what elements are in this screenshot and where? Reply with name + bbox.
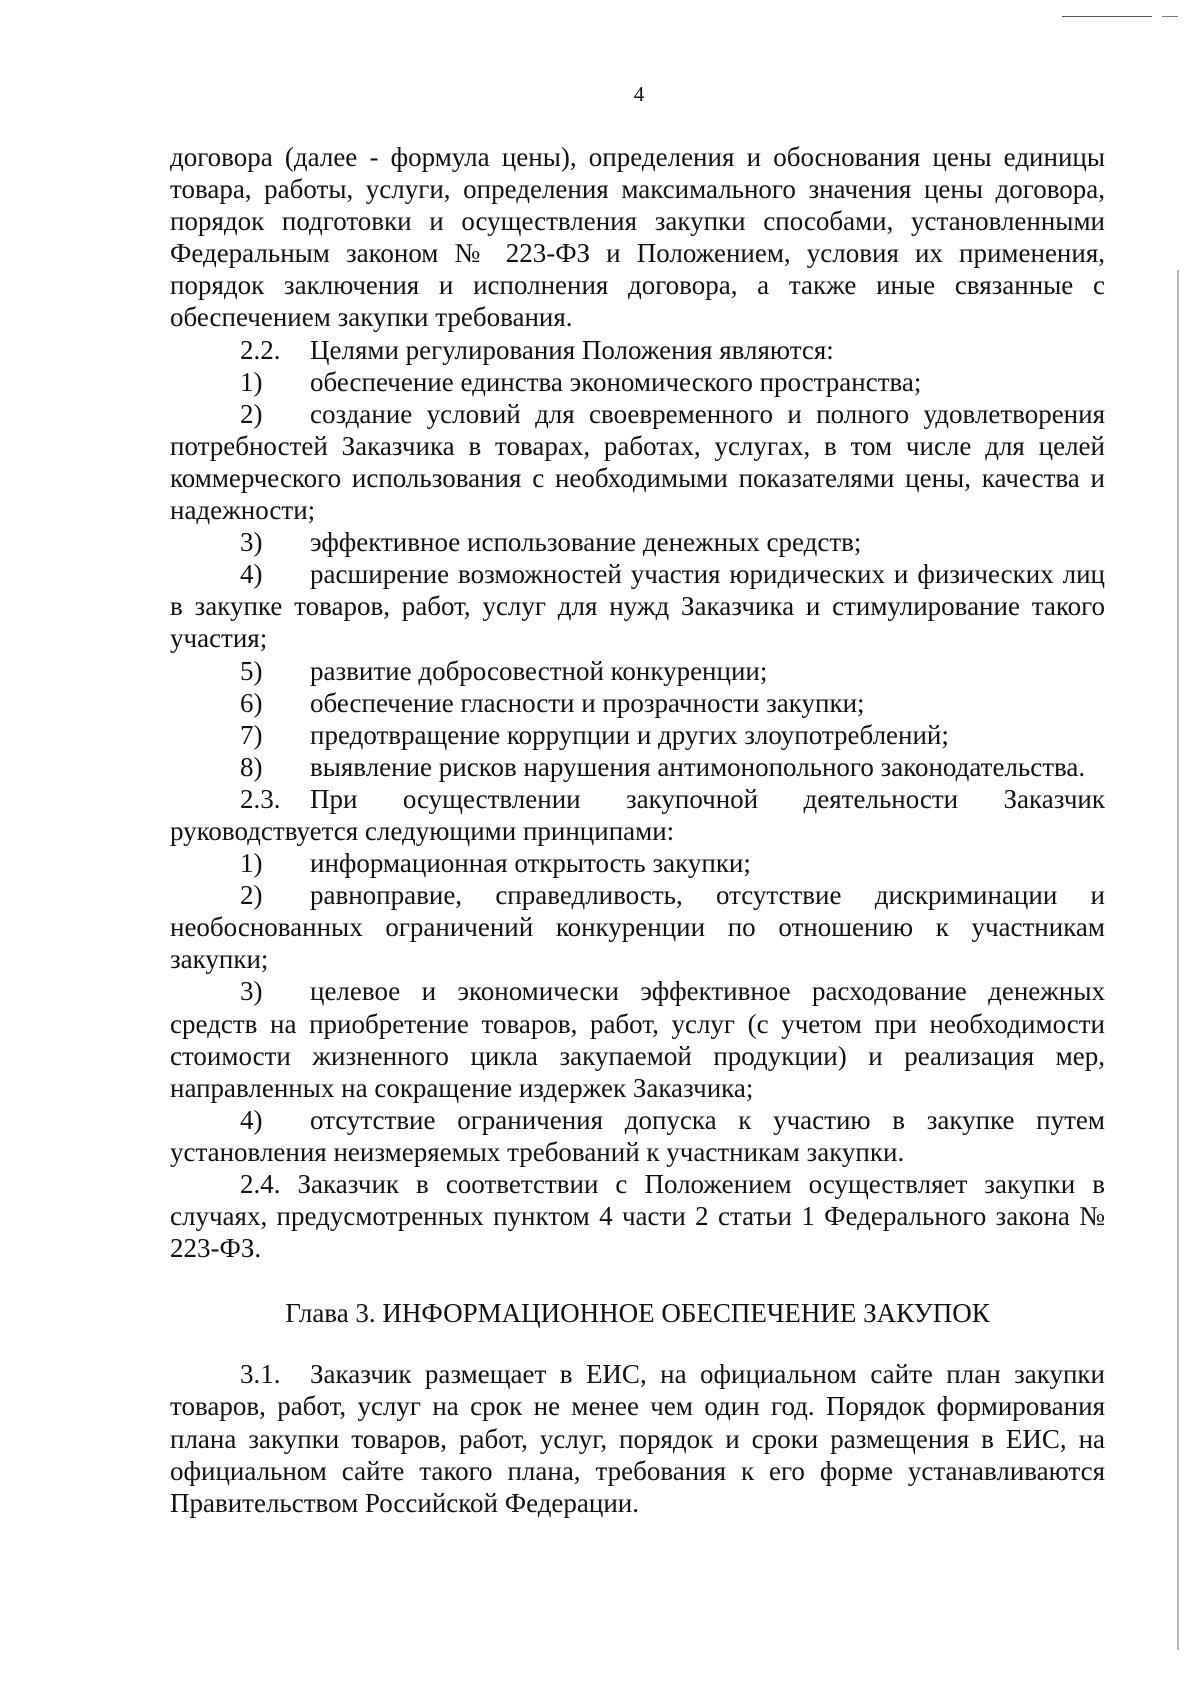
paragraph-number: 4) <box>240 559 263 590</box>
paragraph-number: 6) <box>240 687 263 718</box>
numbered-paragraph <box>170 1358 1105 1518</box>
page-number: 4 <box>633 82 645 106</box>
numbered-paragraph <box>170 879 1105 975</box>
scan-edge <box>1177 270 1179 1650</box>
paragraph-text: равноправие, справедливость, отсутствие дискриминации и необоснованных ограничений конкуренции по отношению к участникам закупки; <box>170 880 1105 975</box>
numbered-paragraph <box>170 334 1105 366</box>
paragraph-number: 8) <box>240 751 263 782</box>
paragraph-number: 1) <box>240 366 263 397</box>
numbered-paragraph <box>170 975 1105 1103</box>
paragraph-text: целевое и экономически эффективное расходование денежных средств на приобретение товаров, работ, услуг (с учетом при необходимости стоимости жизненного цикла закупаемой продукции) и реализация мер, направленных на сокращение издержек Заказчика; <box>170 976 1105 1103</box>
paragraph-continuation: договора (далее - формула цены), определения и обоснования цены единицы товара, работы, услуги, определения максимального значения цены договора, порядок подготовки и осуществления закупки способами, установленными Федеральным законом № 223-ФЗ и Положением, условия их применения, порядок заключения и исполнения договора, а также иные связанные с обеспечением закупки требования. <box>170 142 1105 333</box>
paragraph-text: Целями регулирования Положения являются: <box>310 334 834 365</box>
scan-artifact <box>1062 16 1152 17</box>
paragraph-text: предотвращение коррупции и других злоупотреблений; <box>310 719 949 750</box>
numbered-paragraph <box>170 398 1105 526</box>
document-body <box>170 141 1105 1519</box>
paragraph-text: расширение возможностей участия юридических и физических лиц в закупке товаров, работ, услуг для нужд Заказчика и стимулирование такого участия; <box>170 559 1105 654</box>
paragraph-number: 1) <box>240 848 263 879</box>
chapter-heading: Глава 3. ИНФОРМАЦИОННОЕ ОБЕСПЕЧЕНИЕ ЗАКУПОК <box>285 1298 990 1329</box>
numbered-paragraph <box>170 526 1105 558</box>
paragraph: 2.4. Заказчик в соответствии с Положением осуществляет закупки в случаях, предусмотренных пунктом 4 части 2 статьи 1 Федерального закона № 223-ФЗ. <box>170 1169 1105 1264</box>
paragraph-text: выявление рисков нарушения антимонопольного законодательства. <box>310 751 1086 782</box>
numbered-paragraph <box>170 719 1105 751</box>
paragraph-number: 2.3. <box>240 783 281 814</box>
paragraph-number: 2) <box>240 398 263 429</box>
paragraph-text: эффективное использование денежных средств; <box>310 527 862 558</box>
paragraph-text: развитие добросовестной конкуренции; <box>310 655 768 686</box>
paragraph-text: обеспечение единства экономического пространства; <box>310 366 922 397</box>
paragraph-number: 3) <box>240 976 263 1007</box>
paragraph-text: отсутствие ограничения допуска к участию в закупке путем установления неизмеряемых требований к участникам закупки. <box>170 1104 1105 1167</box>
numbered-paragraph <box>170 847 1105 879</box>
numbered-paragraph <box>170 366 1105 398</box>
paragraph-number: 3) <box>240 527 263 558</box>
paragraph-number: 4) <box>240 1104 263 1135</box>
paragraph-number: 2) <box>240 880 263 911</box>
numbered-paragraph <box>170 655 1105 687</box>
paragraph-number: 7) <box>240 719 263 750</box>
paragraph-number: 5) <box>240 655 263 686</box>
paragraph-text: Заказчик размещает в ЕИС, на официальном сайте план закупки товаров, работ, услуг на срок не менее чем один год. Порядок формирования плана закупки товаров, работ, услуг, порядок и сроки размещения в ЕИС, на официальном сайте такого плана, требования к его форме устанавливаются Правительством Российской Федерации. <box>170 1359 1105 1518</box>
paragraph-text: обеспечение гласности и прозрачности закупки; <box>310 687 865 718</box>
numbered-paragraph <box>170 558 1105 654</box>
paragraph-number: 2.2. <box>240 334 281 365</box>
numbered-paragraph <box>170 751 1105 783</box>
numbered-paragraph <box>170 1104 1105 1168</box>
numbered-paragraph <box>170 783 1105 847</box>
paragraph-text: создание условий для своевременного и полного удовлетворения потребностей Заказчика в товарах, работах, услугах, в том числе для целей коммерческого использования с необходимыми показателями цены, качества и надежности; <box>170 398 1105 526</box>
paragraph-text: При осуществлении закупочной деятельности Заказчик руководствуется следующими принципами: <box>170 783 1105 846</box>
numbered-paragraph <box>170 687 1105 719</box>
paragraph-number: 3.1. <box>240 1359 281 1390</box>
scan-artifact <box>1162 16 1178 17</box>
paragraph-text: информационная открытость закупки; <box>310 848 751 879</box>
